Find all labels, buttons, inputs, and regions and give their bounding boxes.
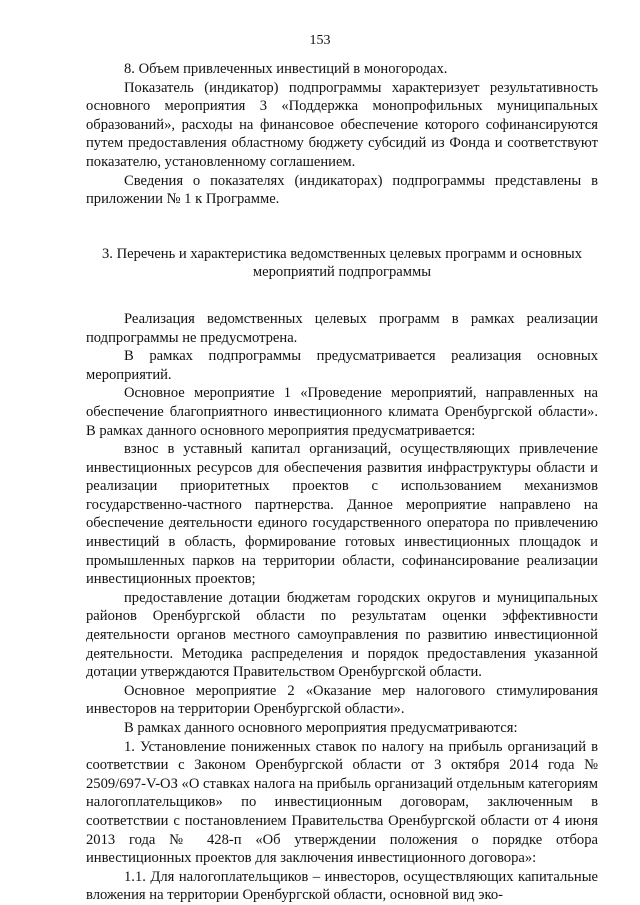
paragraph-body: предоставление дотации бюджетам городских округов и муниципальных районов Оренбургской области по результатам оценки эффективности деятельности органов местного самоуправления по развитию инвестиционной деятельности. Методика распределения и порядок предоставления указанной дотации утверждаются Правительством Оренбургской области. [86, 589, 598, 681]
paragraph-body: 1. Установление пониженных ставок по налогу на прибыль организаций в соответствии с Законом Оренбургской области от 3 октября 2014 года № 2509/697-V-ОЗ «О ставках налога на прибыль организаций отдельным категориям налогоплательщиков» по инвестиционным договорам, заключенным в соответствии с постановлением Правительства Оренбургской области от 4 июня 2013 года № 428-п «Об утверждении положения о порядке отбора инвестиционных проектов для заключения инвестиционного договора»: [86, 738, 598, 867]
paragraph-body: Основное мероприятие 2 «Оказание мер налогового стимулирования инвесторов на территории Оренбургской области». [86, 682, 598, 718]
section-heading: 3. Перечень и характеристика ведомственных целевых программ и основных мероприятий подпрограммы [101, 245, 583, 281]
paragraph-body: 1.1. Для налогоплательщиков – инвесторов, осуществляющих капитальные вложения на территории Оренбургской области, основной вид эко- [86, 868, 598, 904]
paragraph-body: В рамках подпрограммы предусматривается реализация основных мероприятий. [86, 348, 598, 383]
paragraph-indicator-reference: Сведения о показателях (индикаторах) подпрограммы представлены в приложении № 1 к Программе. [86, 172, 598, 208]
paragraph-body: взнос в уставный капитал организаций, осуществляющих привлечение инвестиционных ресурсов для обеспечения развития инфраструктуры области и реализации приоритетных проектов с использованием механизмов государственно-частного партнерства. Данное мероприятие направлено на обеспечение деятельности единого государственного оператора по привлечению инвестиций в область, формирование готовых инвестиционных площадок и промышленных парков на территории области, софинансирование реализации инвестиционных проектов; [86, 441, 598, 588]
paragraph-body: В рамках данного основного мероприятия предусматриваются: [124, 720, 518, 736]
paragraph-body: Реализация ведомственных целевых программ в рамках реализации подпрограммы не предусмотрена. [86, 310, 598, 346]
page-number: 153 [309, 33, 331, 48]
paragraph-body: Основное мероприятие 1 «Проведение мероприятий, направленных на обеспечение благоприятного инвестиционного климата Оренбургской области». В рамках данного основного мероприятия предусматривается: [86, 385, 598, 439]
paragraph-indicator-description: Показатель (индикатор) подпрограммы характеризует результативность основного мероприятия 3 «Поддержка монопрофильных муниципальных образований», расходы на финансовое обеспечение которого софинансируются путем предоставления областному бюджету субсидий из Фонда и соответствуют показателю, установленному соглашением. [86, 79, 598, 170]
paragraph-indicator-8: 8. Объем привлеченных инвестиций в моногородах. [124, 61, 448, 77]
page-content [86, 60, 598, 905]
